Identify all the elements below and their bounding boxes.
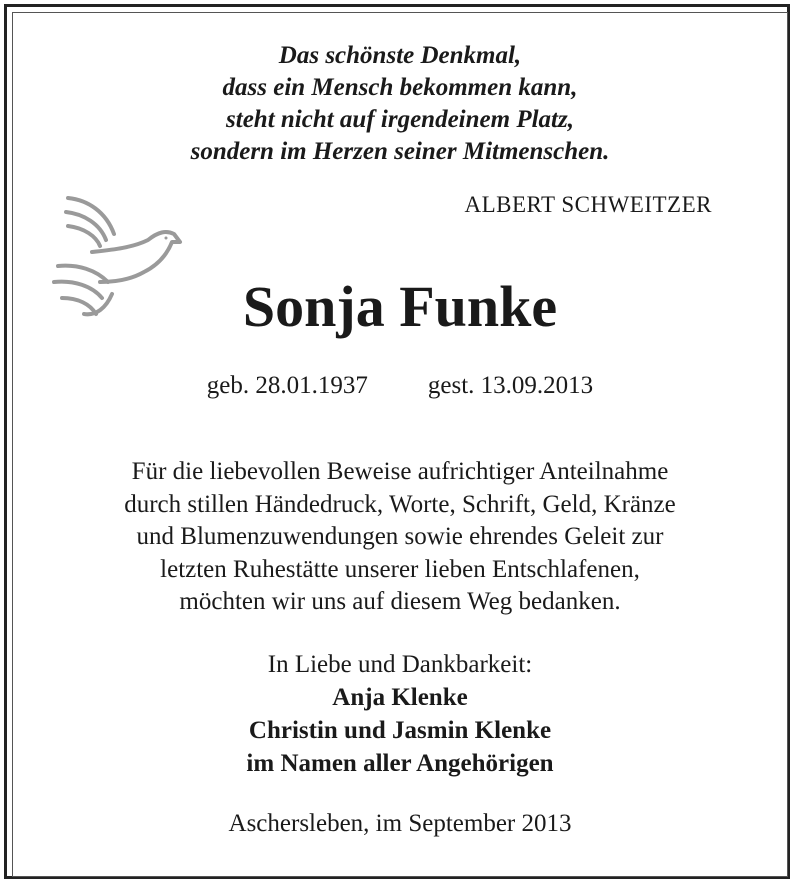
deceased-name: Sonja Funke bbox=[242, 274, 558, 339]
message-line: möchten wir uns auf diesem Weg bedanken. bbox=[179, 588, 621, 615]
quote bbox=[0, 40, 800, 168]
signature-block bbox=[0, 648, 800, 780]
signature-name: Anja Klenke bbox=[332, 684, 468, 711]
thank-you-message bbox=[0, 456, 800, 619]
place-date: Aschersleben, im September 2013 bbox=[228, 810, 572, 837]
message-line: und Blumenzuwendungen sowie ehrendes Geleit zur bbox=[136, 523, 664, 550]
signature-name: Christin und Jasmin Klenke bbox=[248, 717, 552, 744]
signature-intro: In Liebe und Dankbarkeit: bbox=[267, 651, 533, 678]
message-line: Für die liebevollen Beweise aufrichtiger Anteilnahme bbox=[131, 458, 669, 485]
quote-line: steht nicht auf irgendeinem Platz, bbox=[226, 106, 574, 133]
birth-date: geb. 28.01.1937 bbox=[206, 372, 368, 399]
signature-name: im Namen aller Angehörigen bbox=[246, 750, 554, 777]
death-date: gest. 13.09.2013 bbox=[427, 372, 594, 399]
life-dates bbox=[0, 372, 800, 400]
message-line: letzten Ruhestätte unserer lieben Entschlafenen, bbox=[160, 555, 640, 583]
message-line: durch stillen Händedruck, Worte, Schrift, Geld, Kränze bbox=[124, 490, 676, 518]
quote-line: dass ein Mensch bekommen kann, bbox=[222, 74, 578, 101]
quote-line: sondern im Herzen seiner Mitmenschen. bbox=[190, 138, 610, 165]
quote-author: ALBERT SCHWEITZER bbox=[464, 192, 712, 217]
quote-line: Das schönste Denkmal, bbox=[278, 42, 522, 69]
